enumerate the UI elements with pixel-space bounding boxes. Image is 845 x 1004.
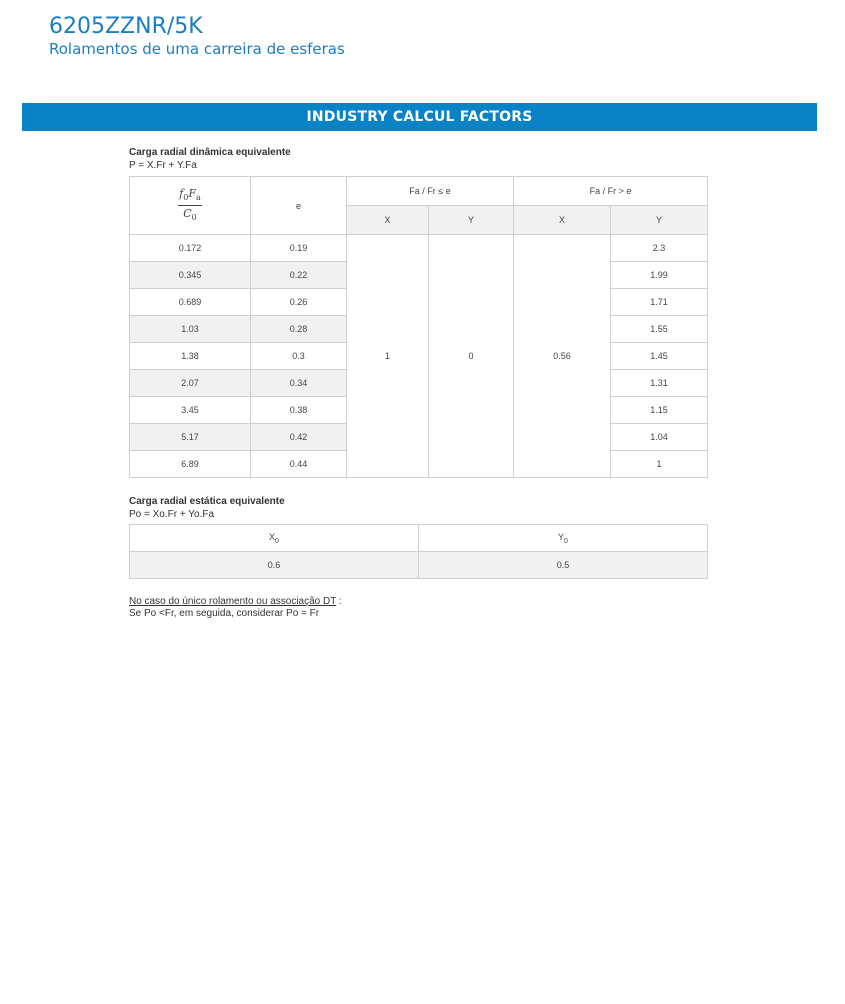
- y-cell: 1.45: [611, 343, 708, 370]
- e-cell: 0.44: [251, 451, 347, 478]
- ratio-cell: 1.38: [130, 343, 251, 370]
- footnote-line-2: Se Po <Fr, em seguida, considerar Po = Fr: [129, 608, 320, 619]
- header-g1-x: X: [347, 206, 429, 235]
- x0-value: 0.6: [130, 552, 419, 579]
- ratio-cell: 0.172: [130, 235, 251, 262]
- static-load-formula: Po = Xo.Fr + Yo.Fa: [129, 509, 215, 520]
- dynamic-load-formula: P = X.Fr + Y.Fa: [129, 160, 197, 171]
- ratio-cell: 2.07: [130, 370, 251, 397]
- e-cell: 0.38: [251, 397, 347, 424]
- y-cell: 1.31: [611, 370, 708, 397]
- y-cell: 1.71: [611, 289, 708, 316]
- header-group2-cell: Fa / Fr > e: [514, 177, 708, 206]
- e-cell: 0.34: [251, 370, 347, 397]
- ratio-cell: 5.17: [130, 424, 251, 451]
- e-cell: 0.3: [251, 343, 347, 370]
- ratio-cell: 1.03: [130, 316, 251, 343]
- header-x0-cell: $X_0$: [130, 525, 419, 552]
- e-cell: 0.19: [251, 235, 347, 262]
- y-cell: 1: [611, 451, 708, 478]
- footnote-line-1: [129, 596, 707, 608]
- section-band-title: INDUSTRY CALCUL FACTORS: [306, 109, 533, 125]
- e-cell: 0.42: [251, 424, 347, 451]
- footnote-colon: :: [336, 596, 342, 607]
- header-group1-cell: Fa / Fr ≤ e: [347, 177, 514, 206]
- static-load-section: [129, 496, 707, 579]
- header-g2-x: X: [514, 206, 611, 235]
- y-cell: 1.55: [611, 316, 708, 343]
- e-cell: 0.26: [251, 289, 347, 316]
- footnote: [129, 596, 707, 620]
- footnote-condition: No caso do único rolamento ou associação DT: [129, 596, 337, 607]
- header-g2-y: Y: [611, 206, 708, 235]
- header-y0-cell: $Y_0$: [419, 525, 708, 552]
- ratio-cell: 3.45: [130, 397, 251, 424]
- product-subtitle: Rolamentos de uma carreira de esferas: [49, 40, 345, 58]
- table-row: [130, 552, 708, 579]
- ratio-fraction: $\frac{f_0F_a}{C_0}$: [179, 186, 201, 223]
- product-title: 6205ZZNR/5K: [49, 14, 203, 39]
- y-cell: 1.15: [611, 397, 708, 424]
- ratio-cell: 6.89: [130, 451, 251, 478]
- g1-x-value: 1: [347, 235, 429, 478]
- y0-value: 0.5: [419, 552, 708, 579]
- table-row: [130, 235, 708, 262]
- dynamic-factors-table: [129, 176, 708, 478]
- table-header-row: [130, 177, 708, 206]
- y-cell: 1.04: [611, 424, 708, 451]
- header-g1-y: Y: [429, 206, 514, 235]
- static-load-heading: Carga radial estática equivalente: [129, 496, 285, 507]
- header-e-cell: e: [251, 177, 347, 235]
- e-cell: 0.22: [251, 262, 347, 289]
- e-cell: 0.28: [251, 316, 347, 343]
- static-factors-table: [129, 524, 708, 579]
- ratio-cell: 0.345: [130, 262, 251, 289]
- y-cell: 1.99: [611, 262, 708, 289]
- g2-x-value: 0.56: [514, 235, 611, 478]
- g1-y-value: 0: [429, 235, 514, 478]
- dynamic-load-heading: Carga radial dinâmica equivalente: [129, 147, 291, 158]
- section-band: [22, 103, 817, 131]
- y-cell: 2.3: [611, 235, 708, 262]
- header-ratio-cell: [130, 177, 251, 235]
- calc-factors-content: [129, 147, 707, 620]
- table-header-row: [130, 525, 708, 552]
- ratio-cell: 0.689: [130, 289, 251, 316]
